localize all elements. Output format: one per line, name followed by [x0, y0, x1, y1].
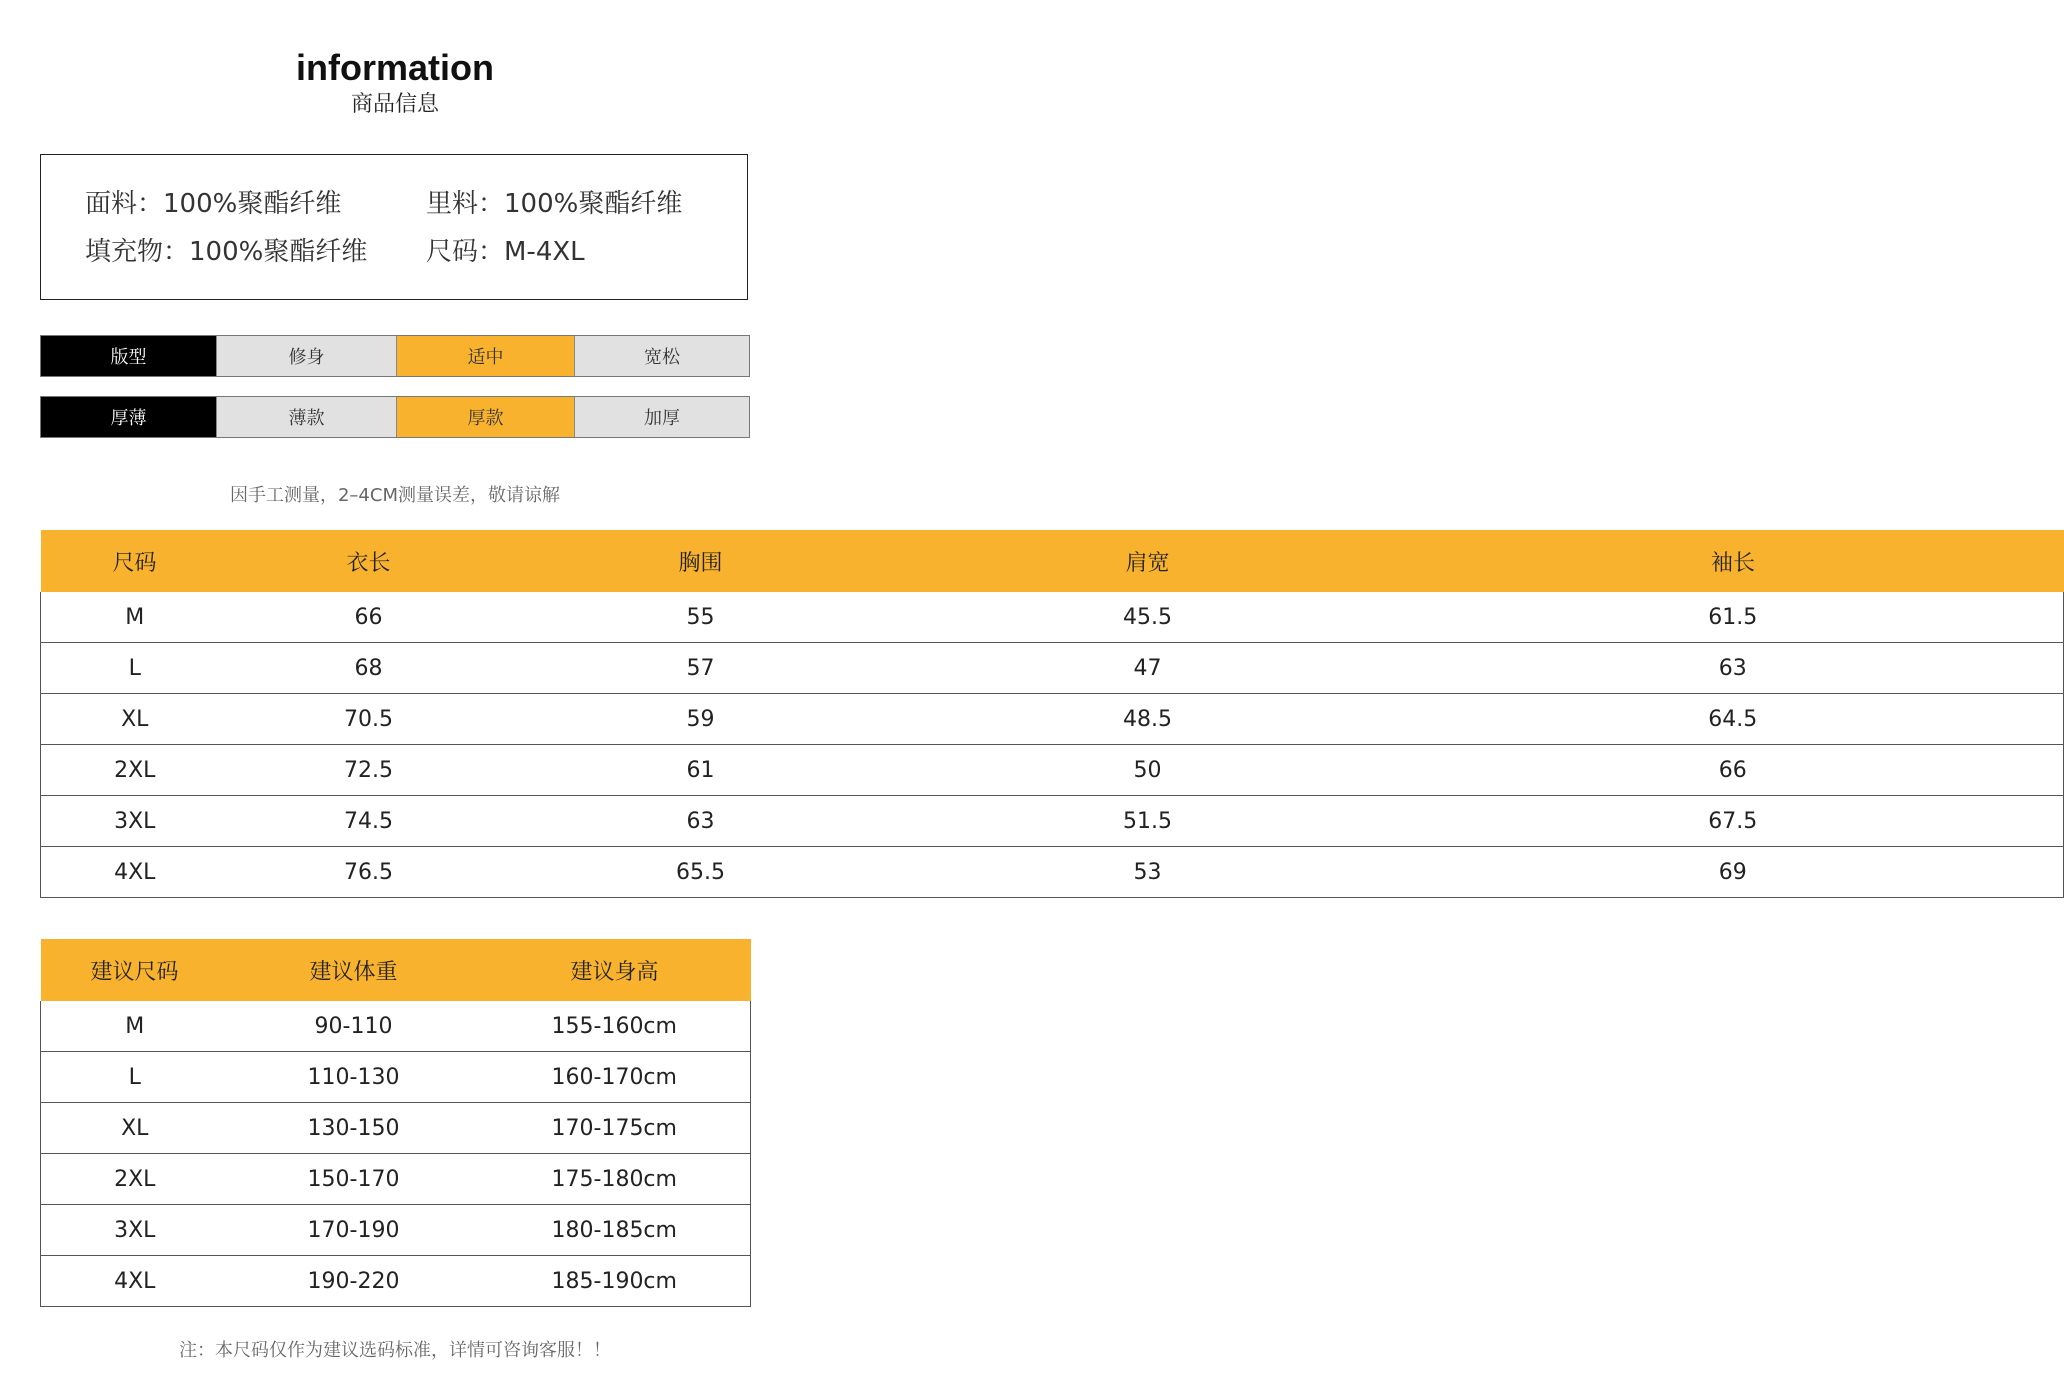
recommend-header-cell: 建议尺码	[41, 939, 229, 1001]
recommend-table-row	[41, 1052, 751, 1103]
page-subtitle: 商品信息	[350, 92, 439, 117]
size-table-header	[41, 530, 2064, 592]
fit-row	[40, 335, 750, 377]
size-table-row	[41, 745, 2064, 796]
size-table-row	[41, 643, 2064, 694]
size-table-cell: 53	[893, 847, 1403, 898]
size-range-info: 尺码：M-4XL	[426, 237, 585, 267]
fit-option-regular: 适中	[396, 336, 574, 376]
recommend-table-cell: 180-185cm	[479, 1205, 751, 1256]
size-table-cell: 70.5	[229, 694, 509, 745]
recommend-table-row	[41, 1205, 751, 1256]
size-table-cell: 68	[229, 643, 509, 694]
recommend-table-row	[41, 1103, 751, 1154]
recommend-table-cell: 2XL	[41, 1154, 229, 1205]
size-table-row	[41, 592, 2064, 643]
recommend-table-row	[41, 1154, 751, 1205]
fit-option-slim: 修身	[216, 336, 396, 376]
size-table-cell: 51.5	[893, 796, 1403, 847]
size-table-cell: 66	[1403, 745, 2064, 796]
fabric-info: 面料：100%聚酯纤维	[85, 189, 342, 219]
recommend-table-cell: 170-190	[229, 1205, 479, 1256]
fit-label: 版型	[41, 336, 216, 376]
recommend-table-cell: 110-130	[229, 1052, 479, 1103]
size-table-cell: 69	[1403, 847, 2064, 898]
size-table-cell: 3XL	[41, 796, 229, 847]
recommend-table-cell: 150-170	[229, 1154, 479, 1205]
recommend-table-cell: 160-170cm	[479, 1052, 751, 1103]
size-table-cell: 65.5	[509, 847, 893, 898]
recommend-table-cell: 130-150	[229, 1103, 479, 1154]
size-table-cell: 67.5	[1403, 796, 2064, 847]
recommend-table-cell: XL	[41, 1103, 229, 1154]
thickness-option-extra-thick: 加厚	[574, 397, 749, 437]
size-table-cell: 74.5	[229, 796, 509, 847]
recommend-table	[40, 939, 751, 1307]
size-table-cell: 61.5	[1403, 592, 2064, 643]
recommend-table-cell: 175-180cm	[479, 1154, 751, 1205]
size-table-cell: 50	[893, 745, 1403, 796]
recommend-table-cell: 190-220	[229, 1256, 479, 1307]
size-table-cell: 55	[509, 592, 893, 643]
size-table-row	[41, 847, 2064, 898]
recommend-table-cell: 3XL	[41, 1205, 229, 1256]
material-info-box	[40, 154, 748, 300]
size-table-cell: 59	[509, 694, 893, 745]
recommend-header-cell: 建议身高	[479, 939, 751, 1001]
size-table-cell: 4XL	[41, 847, 229, 898]
size-header-cell: 肩宽	[893, 530, 1403, 592]
thickness-row	[40, 396, 750, 438]
recommend-table-cell: L	[41, 1052, 229, 1103]
recommend-table-header	[41, 939, 751, 1001]
recommend-table-cell: 90-110	[229, 1001, 479, 1052]
recommend-table-row	[41, 1001, 751, 1052]
size-table-cell: 63	[1403, 643, 2064, 694]
lining-info: 里料：100%聚酯纤维	[426, 189, 683, 219]
measurement-note: 因手工测量，2–4CM测量误差，敬请谅解	[229, 485, 560, 506]
size-table-row	[41, 694, 2064, 745]
recommend-table-cell: 185-190cm	[479, 1256, 751, 1307]
size-header-cell: 袖长	[1403, 530, 2064, 592]
thickness-option-thick: 厚款	[396, 397, 574, 437]
recommend-header-cell: 建议体重	[229, 939, 479, 1001]
thickness-option-thin: 薄款	[216, 397, 396, 437]
size-table-cell: 63	[509, 796, 893, 847]
size-table-cell: 72.5	[229, 745, 509, 796]
size-table-cell: XL	[41, 694, 229, 745]
recommend-table-cell: 155-160cm	[479, 1001, 751, 1052]
size-table	[40, 530, 2064, 898]
size-table-row	[41, 796, 2064, 847]
size-table-cell: 48.5	[893, 694, 1403, 745]
recommend-table-cell: 4XL	[41, 1256, 229, 1307]
size-table-cell: M	[41, 592, 229, 643]
size-table-cell: 57	[509, 643, 893, 694]
recommend-table-cell: 170-175cm	[479, 1103, 751, 1154]
size-header-cell: 衣长	[229, 530, 509, 592]
size-table-cell: L	[41, 643, 229, 694]
size-table-cell: 2XL	[41, 745, 229, 796]
size-table-cell: 64.5	[1403, 694, 2064, 745]
page-title: information	[296, 47, 494, 88]
recommend-table-row	[41, 1256, 751, 1307]
size-table-cell: 66	[229, 592, 509, 643]
size-table-cell: 45.5	[893, 592, 1403, 643]
thickness-label: 厚薄	[41, 397, 216, 437]
size-header-cell: 尺码	[41, 530, 229, 592]
fit-option-loose: 宽松	[574, 336, 749, 376]
footer-note: 注：本尺码仅作为建议选码标准，详情可咨询客服！！	[179, 1340, 611, 1361]
size-table-cell: 47	[893, 643, 1403, 694]
size-table-cell: 61	[509, 745, 893, 796]
recommend-table-cell: M	[41, 1001, 229, 1052]
size-header-cell: 胸围	[509, 530, 893, 592]
size-table-cell: 76.5	[229, 847, 509, 898]
filling-info: 填充物：100%聚酯纤维	[85, 237, 368, 267]
